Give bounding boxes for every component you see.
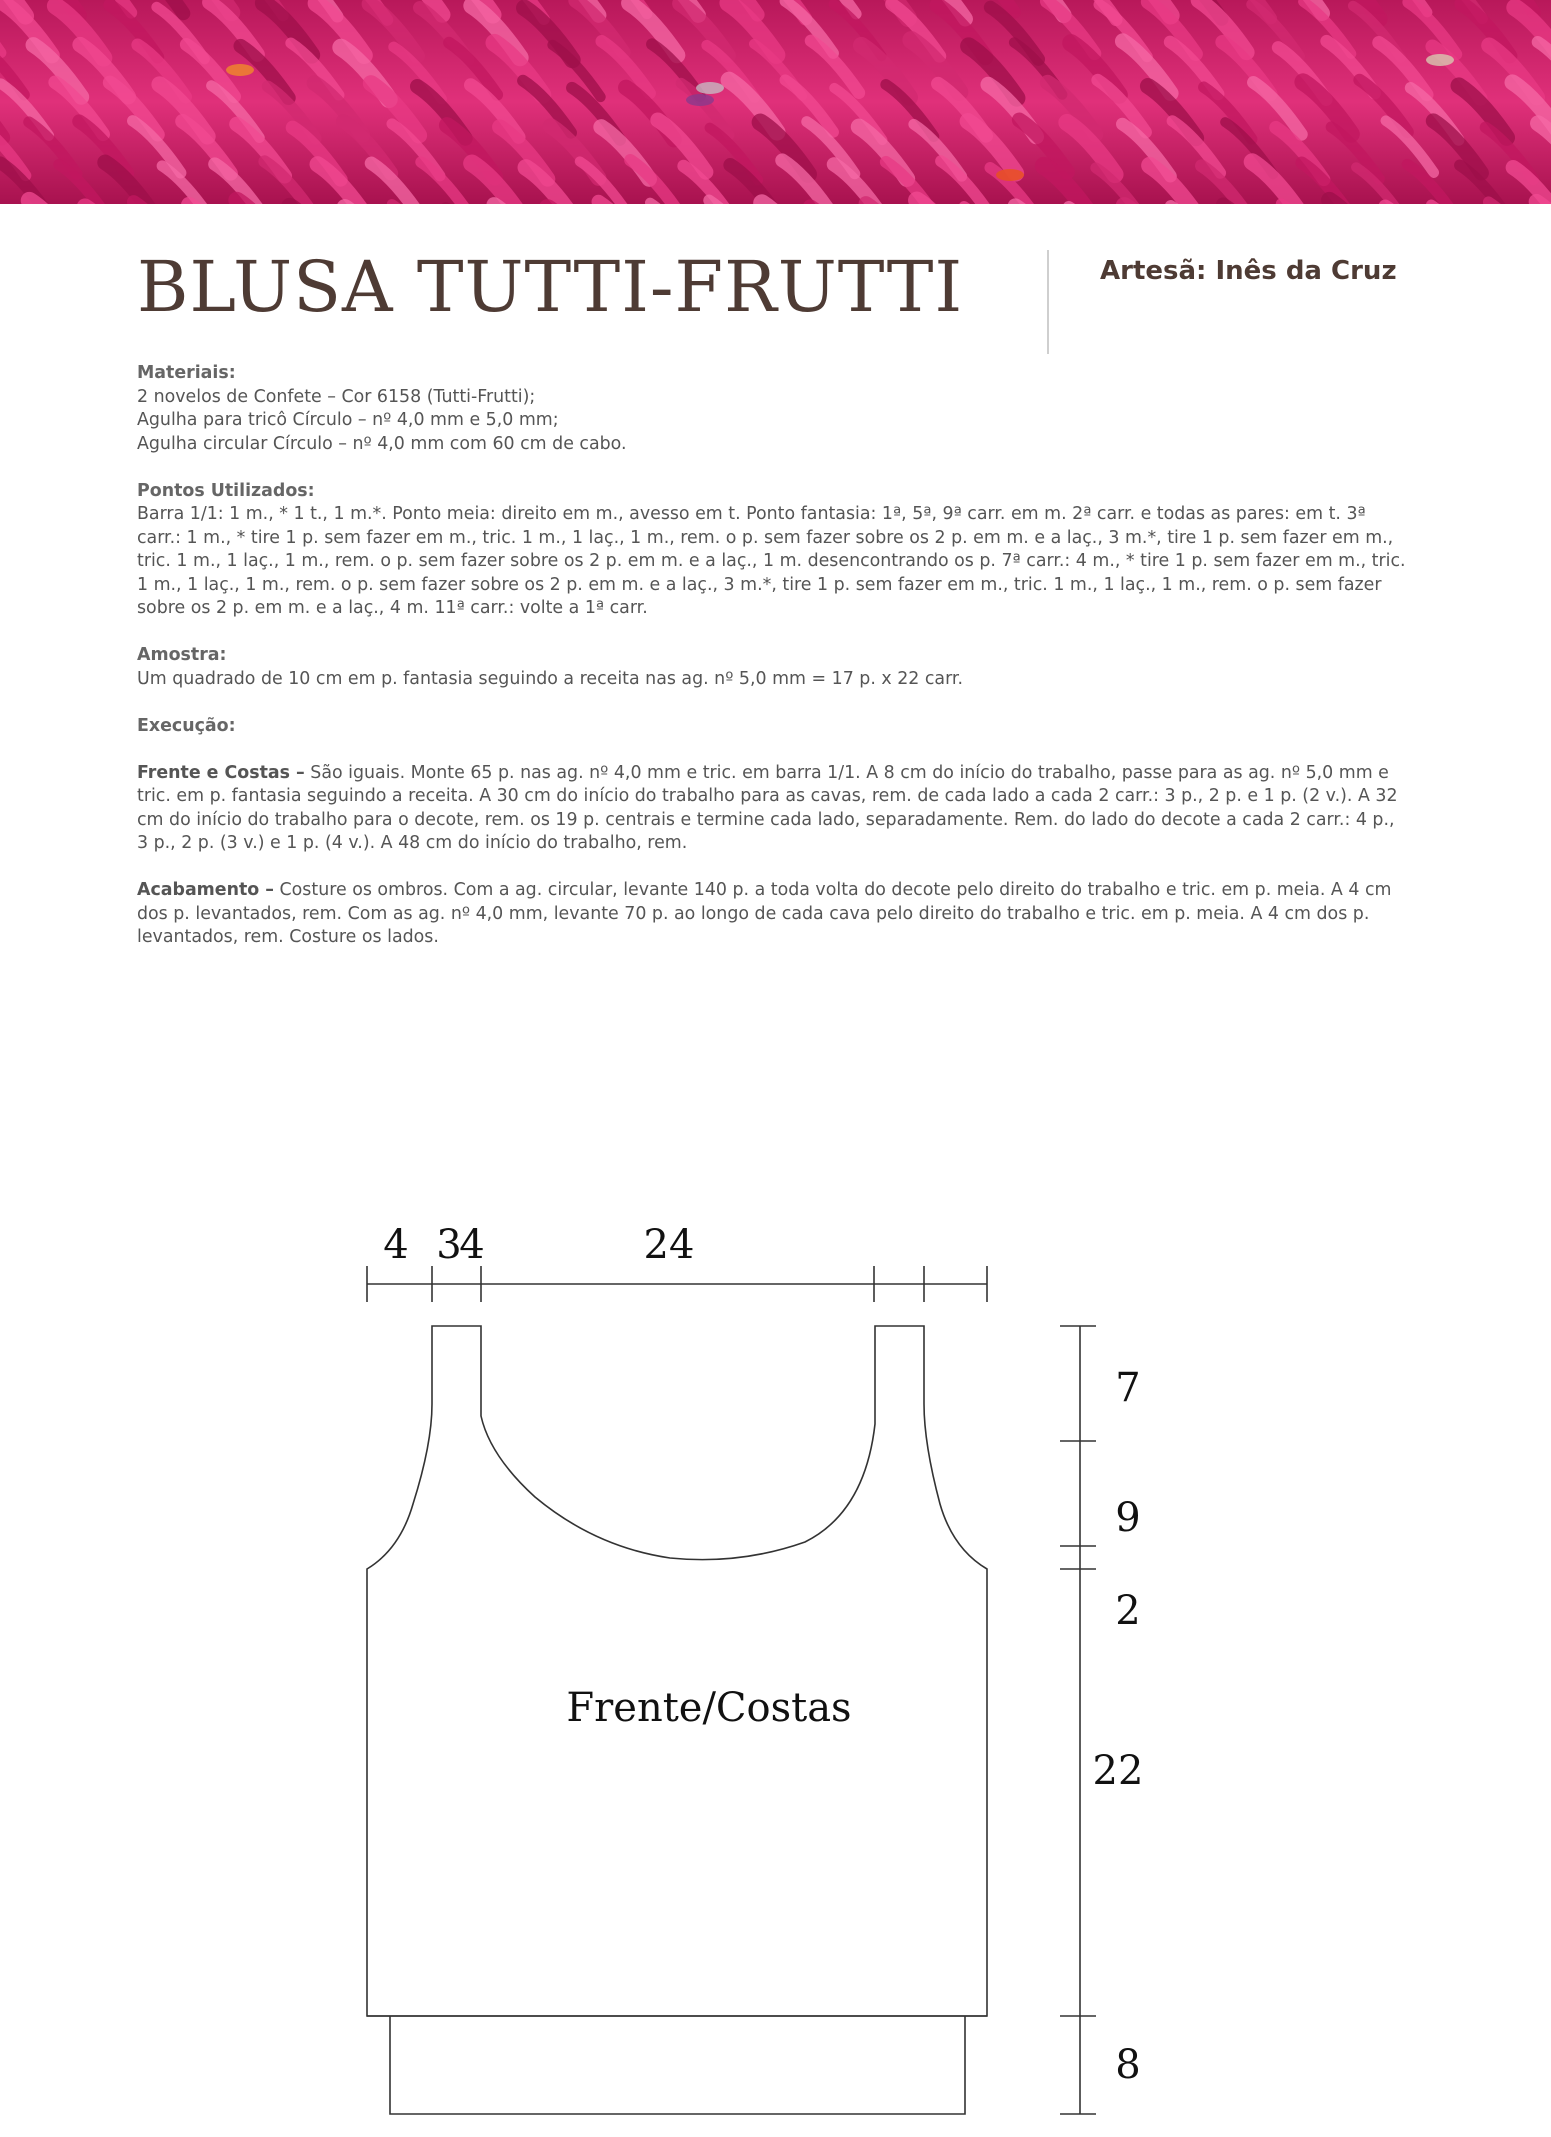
stitches-heading: Pontos Utilizados: xyxy=(137,480,315,501)
author-credit: Artesã: Inês da Cruz xyxy=(1100,256,1397,286)
piece-label: Frente/Costas xyxy=(566,1685,852,1731)
finishing-lead: Acabamento – xyxy=(137,880,274,900)
front-back-text: São iguais. Monte 65 p. nas ag. nº 4,0 mm e tric. em barra 1/1. A 8 cm do início do trabalho, passe para as ag. nº 5,0 mm e tric. em p. fantasia seguindo a receita. A 30 cm do início do trabalho para as cavas, rem. de cada lado a cada 2 carr.: 3 p., 2 p. e 1 p. (2 v.). A 32 cm do início do trabalho para o decote, rem. os 19 p. centrais e termine cada lado, separadamente. Rem. do lado do decote a cada 2 carr.: 4 p., 3 p., 2 p. (3 v.) e 1 p. (4 v.). A 48 cm do início do trabalho, rem. xyxy=(137,762,1398,853)
dim-label-side: 22 xyxy=(1092,1748,1144,1794)
execution-section xyxy=(137,715,1407,739)
materials-heading: Materiais: xyxy=(137,363,236,383)
materials-line: Agulha circular Círculo – nº 4,0 mm com 60 cm de cabo. xyxy=(137,433,627,454)
finishing-section xyxy=(137,879,1407,950)
yarn-fleck xyxy=(226,64,254,76)
dim-label-side: 9 xyxy=(1115,1495,1141,1541)
yarn-fleck xyxy=(996,169,1024,181)
dim-label-top: 3 xyxy=(436,1222,462,1268)
dim-label-top: 24 xyxy=(643,1222,695,1268)
yarn-fleck xyxy=(1426,54,1454,66)
stitches-section xyxy=(137,480,1407,621)
execution-heading: Execução: xyxy=(137,715,236,736)
pattern-page xyxy=(0,204,1551,2137)
dim-label-side: 2 xyxy=(1115,1588,1141,1634)
yarn-fleck xyxy=(696,82,724,94)
dim-label-side: 8 xyxy=(1115,2042,1141,2088)
gauge-section xyxy=(137,644,1407,691)
garment-outline xyxy=(367,1326,987,2016)
schematic-diagram xyxy=(300,1004,1200,2124)
gauge-heading: Amostra: xyxy=(137,645,227,665)
header-divider xyxy=(1047,250,1049,354)
materials-section xyxy=(137,362,1407,456)
dim-label-top: 4 xyxy=(459,1222,485,1268)
materials-line: Agulha para tricô Círculo – nº 4,0 mm e 5,0 mm; xyxy=(137,410,559,430)
materials-line: 2 novelos de Confete – Cor 6158 (Tutti-Frutti); xyxy=(137,386,536,407)
stitches-text: Barra 1/1: 1 m., * 1 t., 1 m.*. Ponto meia: direito em m., avesso em t. Ponto fantasia: 1ª, 5ª, 9ª carr. em m. 2ª carr. e todas as pares: em t. 3ª carr.: 1 m., * tire 1 p. sem fazer em m., tric. 1 m., 1 laç., 1 m., rem. o p. sem fazer sobre os 2 p. em m. e a laç., 3 m.*, tire 1 p. sem fazer em m., tric. 1 m., 1 laç., 1 m., rem. o p. sem fazer sobre os 2 p. em m. e a laç., 1 m. desencontrando os p. 7ª carr.: 4 m., * tire 1 p. sem fazer em m., tric. 1 m., 1 laç., 1 m., rem. o p. sem fazer sobre os 2 p. em m. e a laç., 3 m.*, tire 1 p. sem fazer em m., tric. 1 m., 1 laç., 1 m., rem. o p. sem fazer sobre os 2 p. em m. e a laç., 4 m. 11ª carr.: volte a 1ª carr. xyxy=(137,504,1406,618)
finishing-text: Costure os ombros. Com a ag. circular, levante 140 p. a toda volta do decote pelo direito do trabalho e tric. em p. meia. A 4 cm dos p. levantados, rem. Com as ag. nº 4,0 mm, levante 70 p. ao longo de cada cava pelo direito do trabalho e tric. em p. meia. A 4 cm dos p. levantados, rem. Costure os lados. xyxy=(137,880,1392,947)
gauge-text: Um quadrado de 10 cm em p. fantasia seguindo a receita nas ag. nº 5,0 mm = 17 p. x 22 carr. xyxy=(137,668,963,689)
yarn-photo-banner xyxy=(0,0,1551,204)
page-title: BLUSA TUTTI-FRUTTI xyxy=(137,246,964,328)
dim-label-top: 4 xyxy=(383,1222,409,1268)
yarn-fleck xyxy=(686,94,714,106)
front-back-section xyxy=(137,762,1407,856)
ribbing-outline xyxy=(367,2016,987,2114)
yarn-texture-image xyxy=(0,0,1551,204)
front-back-lead: Frente e Costas – xyxy=(137,762,305,783)
dim-label-side: 7 xyxy=(1115,1365,1141,1411)
instructions xyxy=(137,362,1407,973)
